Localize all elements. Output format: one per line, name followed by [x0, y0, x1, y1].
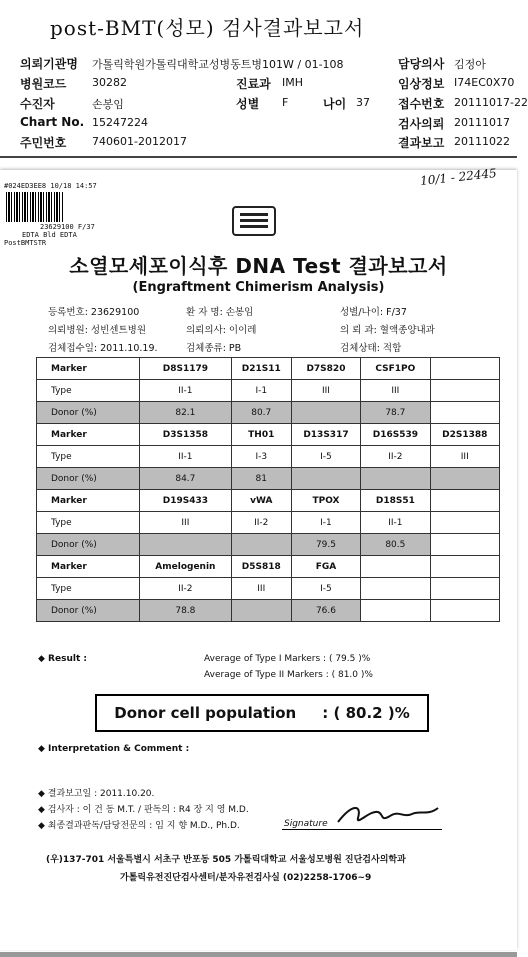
type-row-cell: I-1: [291, 512, 360, 534]
type-row-cell: II-1: [361, 512, 430, 534]
donor-row-cell: [231, 534, 291, 556]
type-row-label: Type: [37, 512, 140, 534]
donor-row: [37, 402, 500, 424]
hospital-code-value: 30282: [92, 76, 127, 89]
info-reg-no: 등록번호: 23629100: [48, 307, 140, 318]
donor-row-label: Donor (%): [37, 600, 140, 622]
type-row: [37, 446, 500, 468]
sex-label: 성별: [236, 97, 260, 111]
marker-row-cell: TH01: [231, 424, 291, 446]
marker-row: [37, 424, 500, 446]
donor-row-cell: 84.7: [140, 468, 232, 490]
marker-row-cell: [430, 556, 499, 578]
specimen-label-line3: EDTA Bld EDTA: [22, 231, 77, 239]
type-row-cell: III: [291, 380, 360, 402]
type-row-label: Type: [37, 578, 140, 600]
hospital-logo-icon: [232, 206, 276, 236]
marker-row: [37, 358, 500, 380]
chimerism-marker-table: [36, 357, 500, 622]
marker-row: [37, 556, 500, 578]
donor-row-cell: [430, 600, 499, 622]
donor-row-cell: [291, 402, 360, 424]
dept-value: IMH: [282, 76, 304, 89]
info-received: 검체접수일: 2011.10.19.: [48, 343, 158, 354]
info-req-dept: 의 뢰 과: 혈액종양내과: [340, 325, 435, 336]
type2-average: Average of Type II Markers : ( 81.0 )%: [204, 670, 373, 680]
hospital-code-label: 병원코드: [20, 77, 67, 91]
marker-row-label: Marker: [37, 358, 140, 380]
signature-label: Signature: [284, 819, 328, 829]
marker-row: [37, 490, 500, 512]
info-req-doctor: 의뢰의사: 이이레: [186, 325, 257, 336]
info-specimen: 검체종류: PB: [186, 343, 242, 354]
receipt-no-value: 20111017-22: [454, 96, 528, 109]
type-row-cell: II-1: [140, 380, 232, 402]
donor-row-cell: [430, 402, 499, 424]
donor-row-cell: 80.5: [361, 534, 430, 556]
type-row-cell: III: [231, 578, 291, 600]
marker-row-cell: D7S820: [291, 358, 360, 380]
clinical-value: I74EC0X70: [454, 76, 515, 89]
donor-row-cell: 76.6: [291, 600, 360, 622]
type-row-label: Type: [37, 446, 140, 468]
handwritten-number: 10/1 - 22445: [419, 166, 498, 188]
marker-row-cell: D2S1388: [430, 424, 499, 446]
final-reader-line: ◆ 최종결과판독/담당전문의 : 임 지 향 M.D., Ph.D.: [38, 821, 240, 831]
type-row-cell: II-2: [231, 512, 291, 534]
signature-line: [282, 829, 442, 830]
donor-cell-population: Donor cell population : ( 80.2 )%: [95, 694, 429, 732]
signature-scribble: [332, 800, 442, 828]
type-row-cell: I-5: [291, 446, 360, 468]
donor-row: [37, 534, 500, 556]
type-row-cell: [430, 380, 499, 402]
specimen-barcode-number: 23629100 F/37: [40, 223, 95, 231]
type-row-cell: III: [140, 512, 232, 534]
type-row-cell: I-1: [231, 380, 291, 402]
marker-row-label: Marker: [37, 556, 140, 578]
chart-no-value: 15247224: [92, 116, 148, 129]
doctor-label: 담당의사: [398, 57, 445, 71]
marker-row-cell: D19S433: [140, 490, 232, 512]
donor-row-cell: 79.5: [291, 534, 360, 556]
patient-value: 손봉임: [92, 98, 124, 111]
marker-row-cell: [430, 490, 499, 512]
marker-row-cell: CSF1PO: [361, 358, 430, 380]
donor-row-cell: 82.1: [140, 402, 232, 424]
marker-row-cell: D5S818: [231, 556, 291, 578]
result-label: ◆ Result :: [38, 654, 87, 664]
donor-row-cell: 78.8: [140, 600, 232, 622]
report-date-value: 20111022: [454, 135, 510, 148]
type-row: [37, 578, 500, 600]
type-row-cell: I-5: [291, 578, 360, 600]
donor-row-cell: [231, 600, 291, 622]
scan-title: 소열모세포이식후 DNA Test 결과보고서: [69, 254, 448, 278]
clinical-label: 임상정보: [398, 77, 445, 91]
donor-row-cell: [140, 534, 232, 556]
institution-value: 가톨릭학원가톨릭대학교성병동트병101W / 01-108: [92, 58, 344, 71]
type1-average: Average of Type I Markers : ( 79.5 )%: [204, 654, 371, 664]
donor-row-cell: [361, 600, 430, 622]
report-date-label: 결과보고: [398, 136, 445, 150]
donor-row-label: Donor (%): [37, 534, 140, 556]
receipt-no-label: 접수번호: [398, 97, 445, 111]
donor-row-cell: [291, 468, 360, 490]
scan-subtitle: (Engraftment Chimerism Analysis): [132, 280, 385, 295]
id-number-value: 740601-2012017: [92, 135, 187, 148]
id-number-label: 주민번호: [20, 136, 67, 150]
type-row: [37, 380, 500, 402]
result-report-date: ◆ 결과보고일 : 2011.10.20.: [38, 789, 155, 799]
age-label: 나이: [323, 97, 347, 111]
age-value: 37: [356, 96, 370, 109]
type-row-cell: II-2: [361, 446, 430, 468]
barcode-image: [6, 192, 64, 222]
info-patient: 환 자 명: 손봉임: [186, 307, 254, 318]
type-row-cell: I-3: [231, 446, 291, 468]
interpretation-label: ◆ Interpretation & Comment :: [38, 744, 190, 754]
marker-row-cell: vWA: [231, 490, 291, 512]
header-divider: [0, 156, 517, 158]
address-line1: (우)137-701 서울특별시 서초구 반포동 505 가톨릭대학교 서울성모병원 진단검사의학과: [46, 855, 406, 865]
donor-row-cell: 81: [231, 468, 291, 490]
marker-row-cell: D18S51: [361, 490, 430, 512]
marker-row-cell: TPOX: [291, 490, 360, 512]
donor-row-cell: 78.7: [361, 402, 430, 424]
marker-row-cell: D13S317: [291, 424, 360, 446]
donor-row-cell: 80.7: [231, 402, 291, 424]
report-title: post-BMT(성모) 검사결과보고서: [50, 16, 365, 40]
donor-row: [37, 468, 500, 490]
address-line2: 가톨릭유전진단검사센터/분자유전검사실 (02)2258-1706~9: [120, 873, 372, 883]
marker-row-cell: D16S539: [361, 424, 430, 446]
type-row-label: Type: [37, 380, 140, 402]
marker-row-label: Marker: [37, 424, 140, 446]
marker-row-cell: [430, 358, 499, 380]
marker-row-label: Marker: [37, 490, 140, 512]
type-row-cell: [361, 578, 430, 600]
doctor-value: 김정아: [454, 58, 486, 71]
type-row: [37, 512, 500, 534]
donor-row-cell: [361, 468, 430, 490]
chart-no-label: Chart No.: [20, 115, 85, 129]
marker-row-cell: D3S1358: [140, 424, 232, 446]
donor-row-label: Donor (%): [37, 468, 140, 490]
patient-label: 수진자: [20, 97, 55, 111]
type-row-cell: III: [361, 380, 430, 402]
info-sex-age: 성별/나이: F/37: [340, 307, 407, 318]
marker-row-cell: [361, 556, 430, 578]
scan-bottom-edge: [0, 952, 517, 957]
request-date-label: 검사의뢰: [398, 117, 445, 131]
marker-row-cell: D8S1179: [140, 358, 232, 380]
marker-row-cell: D21S11: [231, 358, 291, 380]
type-row-cell: [430, 578, 499, 600]
request-date-value: 20111017: [454, 116, 510, 129]
info-status: 검체상태: 적합: [340, 343, 402, 354]
examiner-line: ◆ 검사자 : 이 건 동 M.T. / 판독의 : R4 장 지 영 M.D.: [38, 805, 249, 815]
dept-label: 진료과: [236, 77, 271, 91]
type-row-cell: [430, 512, 499, 534]
donor-row-cell: [430, 534, 499, 556]
marker-row-cell: FGA: [291, 556, 360, 578]
donor-row-label: Donor (%): [37, 402, 140, 424]
specimen-label-line1: #024ED3EE8 10/18 14:57: [4, 182, 97, 190]
donor-row-cell: [430, 468, 499, 490]
info-req-hospital: 의뢰병원: 성빈센트병원: [48, 325, 146, 336]
donor-row: [37, 600, 500, 622]
specimen-label-line4: PostBMTSTR: [4, 239, 47, 247]
type-row-cell: II-1: [140, 446, 232, 468]
type-row-cell: II-2: [140, 578, 232, 600]
institution-label: 의뢰기관명: [20, 57, 78, 71]
type-row-cell: III: [430, 446, 499, 468]
marker-row-cell: Amelogenin: [140, 556, 232, 578]
sex-value: F: [282, 96, 289, 109]
